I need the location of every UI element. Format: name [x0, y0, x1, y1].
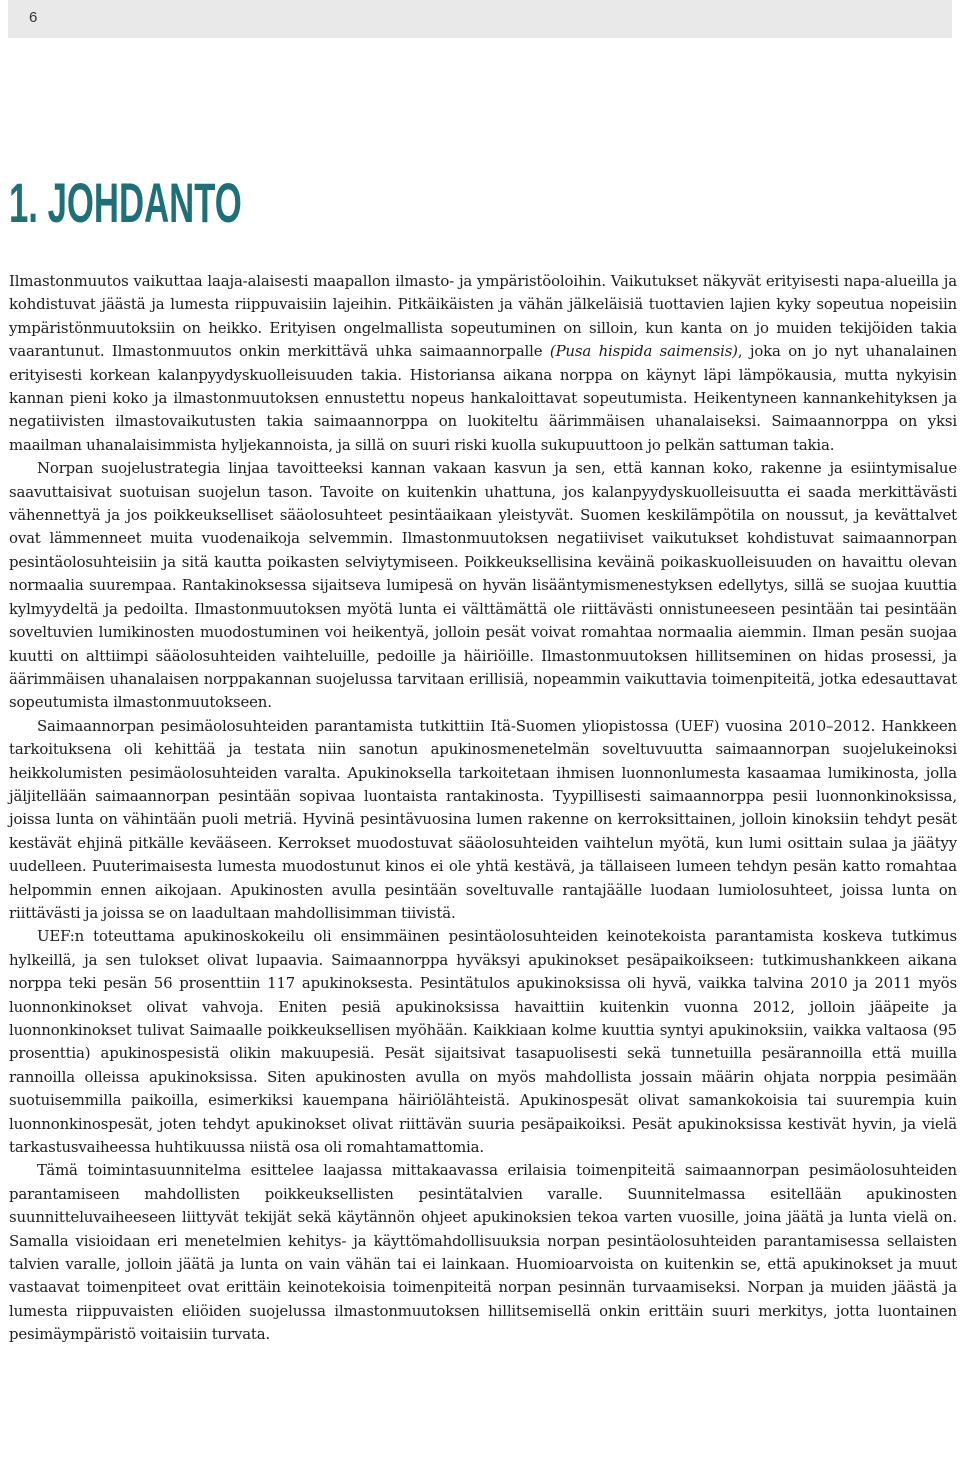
- page-number: 6: [29, 9, 38, 26]
- paragraph-2: Norpan suojelustrategia linjaa tavoitteeksi kannan vakaan kasvun ja sen, että kannan koko, rakenne ja esiintymisalue saavuttaisivat suotuisan suojelun tason. Tavoite on kuitenkin uhattuna, jos kalanpyydyskuolleisuutta ei saada merkittävästi vähennettyä ja jos poikkeukselliset sääolosuhteet pesintäaikaan yleistyvät. Suomen keskilämpötila on noussut, ja kevättalvet ovat lämmenneet muita vuodenaikoja selvemmin. Ilmastonmuutoksen negatiiviset vaikutukset kohdistuvat saimaannorpan pesintäolosuhteisiin ja sitä kautta poikasten selviytymiseen. Poikkeuksellisina keväinä poikaskuolleisuuden on havaittu olevan normaalia suurempaa. Rantakinoksessa sijaitseva lumipesä on hyvän lisääntymismenestyksen edellytys, sillä se suojaa kuuttia kylmyydeltä ja pedoilta. Ilmastonmuutoksen myötä lunta ei välttämättä ole riittävästi onnistuneeseen pesintään tai pesintään soveltuvien lumikinosten muodostuminen voi heikentyä, jolloin pesät voivat romahtaa normaalia aiemmin. Ilman pesän suojaa kuutti on alttiimpi sääolosuhteiden vaihteluille, pedoille ja häiriöille. Ilmastonmuutoksen hillitseminen on hidas prosessi, ja äärimmäisen uhanalaisen norppakannan suojelussa tarvitaan erillisiä, nopeammin vaikuttavia toimenpiteitä, jotka edesauttavat sopeutumista ilmastonmuutokseen.: [9, 459, 957, 712]
- paragraph-1: [9, 270, 957, 457]
- paragraph-1-text-start: Ilmastonmuutos vaikuttaa laaja-alaisesti maapallon ilmasto- ja ympäristöoloihin. Vaikutukset näkyvät erityisesti napa-alueilla ja kohdistuvat jäästä ja lumesta riippuvaisiin lajeihin. Pitkäikäisten ja vähän jälkeläisiä tuottavien lajien kyky sopeutua nopeisiin ympäristönmuutoksiin on heikko. Erityisen ongelmallista sopeutuminen on silloin, kun kanta on jo muiden tekijöiden takia vaarantunut. Ilmastonmuutos onkin merkittävä uhka saimaannorpalle: [9, 272, 957, 361]
- species-latin-name: (Pusa hispida saimensis): [549, 342, 738, 361]
- paragraph-1-text-end: , joka on jo nyt uhanalainen erityisesti korkean kalanpyydyskuolleisuuden takia. Historiansa aikana norppa on käynyt läpi lämpökausia, mutta nykyisin kannan pieni koko ja ilmastonmuutoksen ennustettu nopeus hankaloittavat sopeutumista. Heikentyneen kannankehityksen ja negatiivisten ilmastovaikutusten takia saimaannorppa on luokiteltu äärimmäisen uhanalaiseksi. Saimaannorppa on yksi maailman uhanalaisimmista hyljekannoista, ja sillä on suuri riski kuolla sukupuuttoon jo pelkän sattuman takia.: [9, 342, 957, 454]
- body-text: [9, 270, 957, 1347]
- paragraph-5: Tämä toimintasuunnitelma esittelee laajassa mittakaavassa erilaisia toimenpiteitä saimaannorpan pesimäolosuhteiden parantamiseen mahdollisten poikkeuksellisten pesintätalvien varalle. Suunnitelmassa esitellään apukinosten suunnitteluvaiheeseen liittyvät tekijät sekä käytännön ohjeet apukinoksien tekoa varten vuosille, joina jäätä ja lunta vielä on. Samalla visioidaan eri menetelmien kehitys- ja käyttömahdollisuuksia norpan pesintäolosuhteiden parantamisessa sellaisten talvien varalle, jolloin jäätä ja lunta on vain vähän tai ei lainkaan. Huomioarvoista on kuitenkin se, että apukinokset ja muut vastaavat toimenpiteet ovat erittäin keinotekoisia toimenpiteitä norpan pesinnän turvaamiseksi. Norpan ja muiden jäästä ja lumesta riippuvaisten eliöiden suojelussa ilmastonmuutoksen hillitsemisellä onkin erittäin suuri merkitys, jotta luontainen pesimäympäristö voitaisiin turvata.: [9, 1161, 957, 1344]
- chapter-title: 1. JOHDANTO: [9, 171, 242, 234]
- paragraph-4: UEF:n toteuttama apukinoskokeilu oli ensimmäinen pesintäolosuhteiden keinotekoista parantamista koskeva tutkimus hylkeillä, ja sen tulokset olivat lupaavia. Saimaannorppa hyväksyi apukinokset pesäpaikoikseen: tutkimushankkeen aikana norppa teki pesän 56 prosenttiin 117 apukinoksesta. Pesintätulos apukinoksissa oli hyvä, vaikka talvina 2010 ja 2011 myös luonnonkinokset olivat vahvoja. Eniten pesiä apukinoksissa havaittiin kuitenkin vuonna 2012, jolloin jääpeite ja luonnonkinokset tulivat Saimaalle poikkeuksellisen myöhään. Kaikkiaan kolme kuuttia syntyi apukinoksiin, vaikka valtaosa (95 prosenttia) apukinospesistä olikin makuupesiä. Pesät sijaitsivat tasapuolisesti sekä tunnetuilla pesärannoilla että muilla rannoilla olleissa apukinoksissa. Siten apukinosten avulla on myös mahdollista jossain määrin ohjata norppia pesimään suotuisemmilla paikoilla, esimerkiksi kauempana häiriölähteistä. Apukinospesät olivat samankokoisia tai suurempia kuin luonnonkinospesät, joten tehdyt apukinokset olivat riittävän suuria pesäpaikoiksi. Pesät apukinoksissa kestivät hyvin, ja vielä tarkastusvaiheessa huhtikuussa niistä osa oli romahtamattomia.: [9, 927, 957, 1157]
- page-header-bar: [8, 0, 952, 38]
- paragraph-3: Saimaannorpan pesimäolosuhteiden parantamista tutkittiin Itä-Suomen yliopistossa (UEF) vuosina 2010–2012. Hankkeen tarkoituksena oli kehittää ja testata niin sanotun apukinosmenetelmän soveltuvuutta saimaannorpan suojelukeinoksi heikkolumisten pesimäolosuhteiden varalta. Apukinoksella tarkoitetaan ihmisen luonnonlumesta kasaamaa lumikinosta, jolla jäljitellään saimaannorpan pesintään sopivaa luontaista rantakinosta. Tyypillisesti saimaannorppa pesii luonnonkinoksissa, joissa lunta on vähintään puoli metriä. Hyvinä pesintävuosina lumen rakenne on kerroksittainen, jolloin kinoksiin tehdyt pesät kestävät ehjinä pitkälle kevääseen. Kerrokset muodostuvat sääolosuhteiden vaihtelun myötä, kun lumi osittain sulaa ja jäätyy uudelleen. Puuterimaisesta lumesta muodostunut kinos ei ole yhtä kestävä, ja tällaiseen lumeen tehdyn pesän katto romahtaa helpommin ennen aikojaan. Apukinosten avulla pesintään soveltuvalle rantajäälle luodaan lumiolosuhteet, joissa lunta on riittävästi ja joissa se on laadultaan mahdollisimman tiivistä.: [9, 716, 957, 922]
